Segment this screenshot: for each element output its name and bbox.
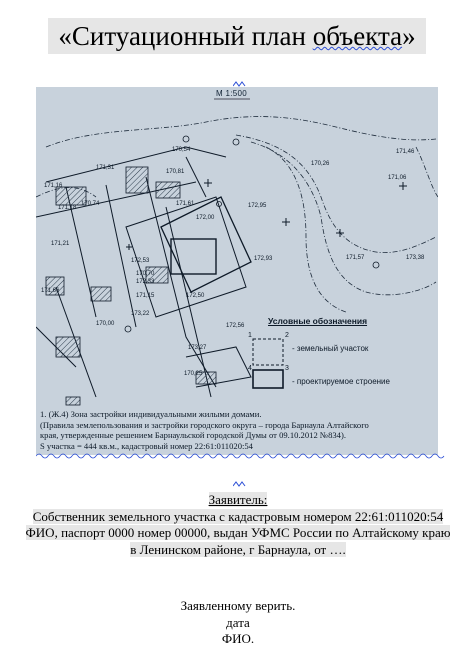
- elevation-label: 170,26: [311, 161, 330, 167]
- plot-corner-1: 1: [248, 332, 252, 339]
- legend-building-label: - проектируемое строение: [292, 377, 390, 386]
- applicant-line: ФИО, паспорт 0000 номер 00000, выдан УФМС России по Алтайскому краю: [25, 525, 451, 540]
- elevation-label: 172,00: [196, 215, 215, 221]
- spellcheck-mark: [233, 480, 247, 488]
- elevation-label: 172,33: [136, 279, 155, 285]
- elevation-label: 171,66: [41, 288, 60, 294]
- elevation-label: 172,56: [226, 323, 245, 329]
- elevation-label: 172,50: [186, 293, 205, 299]
- elevation-label: 173,27: [188, 345, 207, 351]
- elevation-label: 171,16: [44, 183, 63, 189]
- plot-corner-4: 4: [248, 365, 252, 372]
- applicant-line: Собственник земельного участка с кадастровым номером 22:61:011020:54: [32, 508, 444, 524]
- elevation-label: 170,81: [166, 169, 185, 175]
- plot-corner-3: 3: [285, 365, 289, 372]
- elevation-label: 170,74: [81, 201, 100, 207]
- note-line: края, утвержденные решением Барнаульской городской Думы от 09.10.2012 №834).: [40, 430, 346, 440]
- legend-plot-label: - земельный участок: [292, 344, 369, 353]
- elevation-label: 171,31: [96, 165, 115, 171]
- situation-plan-image: [36, 87, 438, 455]
- plot-corner-2: 2: [285, 332, 289, 339]
- elevation-label: 171,46: [396, 149, 415, 155]
- elevation-label: 172,95: [248, 203, 267, 209]
- elevation-label: 173,38: [406, 255, 425, 261]
- title-open-quote: «: [58, 21, 72, 51]
- elevation-label: 170,25: [184, 371, 203, 377]
- note-line: 1. (Ж.4) Зона застройки индивидуальными жилыми домами.: [40, 409, 262, 419]
- legend-title: Условные обозначения: [268, 316, 368, 326]
- title-text-b: объекта: [312, 21, 403, 51]
- applicant-heading: Заявитель:: [208, 492, 268, 507]
- elevation-label: 171,61: [176, 201, 195, 207]
- applicant-block: [0, 492, 476, 558]
- attestation-block: [0, 598, 476, 648]
- elevation-label: 171,21: [51, 241, 70, 247]
- elevation-label: 171,18: [58, 205, 77, 211]
- elevation-label: 173,22: [131, 311, 150, 317]
- note-line: (Правила землепользования и застройки городского округа – города Барнаула Алтайского: [40, 419, 369, 430]
- elevation-label: 170,70: [136, 271, 155, 277]
- elevation-label: 171,57: [346, 255, 365, 261]
- note-line: S участка = 444 кв.м., кадастровый номер 22:61:011020:54: [40, 440, 253, 451]
- elevation-label: 171,06: [388, 175, 407, 181]
- plan-notes: [40, 409, 436, 451]
- elevation-label: 172,53: [131, 258, 150, 264]
- plan-drawing: [36, 87, 438, 455]
- elevation-label: 170,54: [172, 147, 191, 153]
- title-close-quote: »: [402, 21, 416, 51]
- spellcheck-mark: [36, 452, 448, 460]
- elevation-label: 170,00: [96, 321, 115, 327]
- title-text-a: Ситуационный план: [71, 21, 313, 51]
- plan-scale: М 1:500: [216, 89, 248, 98]
- attest-date: дата: [226, 614, 250, 630]
- attest-line: Заявленному верить.: [180, 598, 296, 613]
- document-title: [48, 18, 426, 54]
- applicant-line: в Ленинском районе, г Барнаула, от ….: [130, 541, 346, 557]
- elevation-label: 171,15: [136, 293, 155, 299]
- attest-name: ФИО.: [221, 631, 255, 646]
- elevation-label: 172,93: [254, 256, 273, 262]
